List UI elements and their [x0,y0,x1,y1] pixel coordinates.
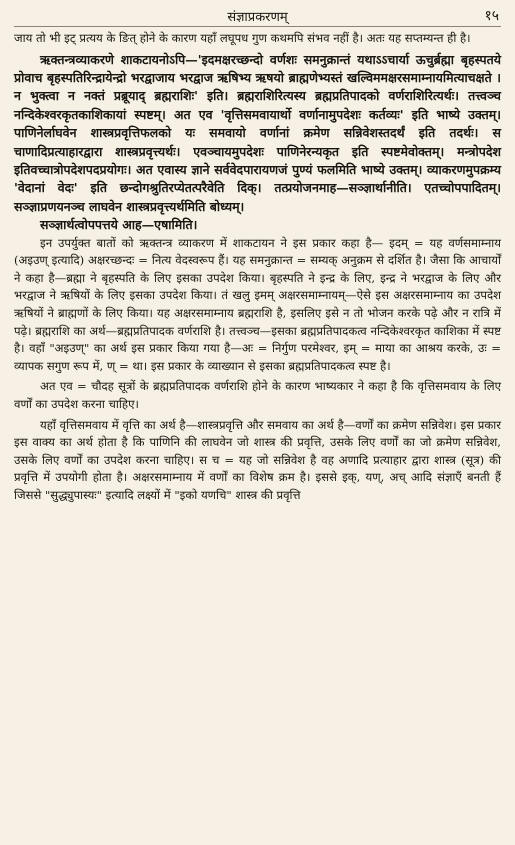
body-text [14,30,501,505]
chapter-title: संज्ञाप्रकरणम् [227,10,288,25]
paragraph-continuation: जाय तो भी इट् प्रत्यय के ङित् होने के कारण यहाँ लघूपध गुण कथमपि संभव नहीं है। अतः यह सप्तम्यन्त ही है। [14,31,471,45]
sanskrit-introduction: सञ्ज्ञार्थत्वोपपत्तये आह—एषामिति। [40,217,198,233]
hindi-explanation: इन उपर्युक्त बातों को ऋक्तन्त्र व्याकरण में शाकटायन ने इस प्रकार कहा है— इदम् = यह वर्णसमाम्नाय (अइउण् इत्यादि) अक्षरच्छन्दः = नित्य वेदस्वरूप हैं। यह समनुक्रान्त = सम्यक् अनुक्रम से दर्शित है। जैसा कि आचार्यों ने कहा है—ब्रह्मा ने बृहस्पति के लिए इसका उपदेश किया। बृहस्पति ने इन्द्र के लिए, इन्द्र ने भरद्वाज के लिए और भरद्वाज ने ऋषियों के लिए इसका उपदेश किया। तं खलु इमम् अक्षरसमाम्नायम्—ऐसे इस अक्षरसमाम्नाय का उपदेश ऋषियों ने ब्राह्मणों के लिए किया। यह अक्षरसमाम्नाय ब्रह्मराशि है, इसलिए इसे न तो भोजन करके पढ़े और न रात्रि में पढ़े। ब्रह्मराशि का अर्थ—ब्रह्मप्रतिपादक वर्णराशि है। तत्त्वञ्च—इसका ब्रह्मप्रतिपादकत्व नन्दिकेश्वरकृत काशिका में स्पष्ट है। वहाँ "अइउण्" का अर्थ इस प्रकार किया गया है—अः = निर्गुण परमेश्वर, इम् = माया का आश्रय करके, उः = व्यापक सगुण रूप में, ण् = था। इस प्रकार के व्याख्यान से इसका ब्रह्मप्रतिपादकत्व स्पष्ट है। [14,235,501,373]
sanskrit-commentary: ऋक्तन्त्रव्याकरणे शाकटायनोऽपि—'इदमक्षरच्छन्दो वर्णशः समनुक्रान्तं यथाऽऽचार्या ऊचुर्ब्रह्मा बृहस्पतये प्रोवाच बृहस्पतिरिन्द्रायेन्द्रो भरद्वाजाय भरद्वाज ऋषिभ्य ऋषयो ब्राह्मणेभ्यस्तं खल्विममक्षरसमाम्नायमित्याचक्षते । न भुक्त्वा न नक्तं प्रब्रूयाद् ब्रह्मराशिः' इति। ब्रह्मराशिरित्यस्य ब्रह्मप्रतिपादको वर्णराशिरित्यर्थः। तत्त्वञ्च नन्दिकेश्वरकृतकाशिकायां स्पष्टम्। अत एव 'वृत्तिसमवायार्थो वर्णानामुपदेशः कर्तव्यः' इति भाष्ये उक्तम्। पाणिनेर्लाघवेन शास्त्रप्रवृत्तिफलको यः समवायो वर्णानां क्रमेण सन्निवेशस्तदर्थं इति तदर्थः। स चाणादिप्रत्याहारद्वारा शास्त्रप्रवृत्त्यर्थः। एवञ्चायमुपदेशः पाणिनेरन्यकृत इति स्पष्टमेवोक्तम्। मन्त्रोपदेश इतिवच्चात्रोपदेशपदप्रयोगः। अत एवास्य ज्ञाने सर्ववेदपारायणजं पुण्यं फलमिति भाष्ये उक्तम्। व्याकरणमुपक्रम्य 'वेदानां वेदः' इति छन्दोगश्रुतिरप्येतत्परैवेति दिक्। तत्प्रयोजनमाह—सञ्ज्ञार्थानीति। एतच्चोपपादितम्। सञ्ज्ञाप्रणयनञ्च लाघवेन शास्त्रप्रवृत्त्यर्थमिति बोध्यम्। [14,51,501,214]
page-number: १५ [484,8,499,24]
hindi-paragraph: अत एव = चौदह सूत्रों के ब्रह्मप्रतिपादक वर्णराशि होने के कारण भाष्यकार ने कहा है कि वृत्तिसमवाय के लिए वर्णों का उपदेश करना चाहिए। [14,379,501,411]
hindi-paragraph: यहाँ वृत्तिसमवाय में वृत्ति का अर्थ है—शास्त्रप्रवृत्ति और समवाय का अर्थ है—वर्णों का क्रमेण सन्निवेश। इस प्रकार इस वाक्य का अर्थ होता है कि पाणिनि की लाघवेन जो शास्त्र की प्रवृत्ति, उसके लिए वर्णों का जो क्रमेण सन्निवेश, उसके लिए वर्णों का उपदेश करना चाहिए। स च = यह जो सन्निवेश है वह अणादि प्रत्याहार द्वारा शास्त्र (सूत्र) की प्रवृत्ति में उपयोगी होता है। अक्षरसमाम्नाय में वर्णों का विशेष क्रम है। इससे इक्, यण्, अच् आदि संज्ञाएँ बनती हैं जिससे "सुद्ध्युपास्यः" इत्यादि लक्ष्यों में "इको यणचि" शास्त्र की प्रवृत्ति [14,417,501,502]
page-header [14,6,501,27]
